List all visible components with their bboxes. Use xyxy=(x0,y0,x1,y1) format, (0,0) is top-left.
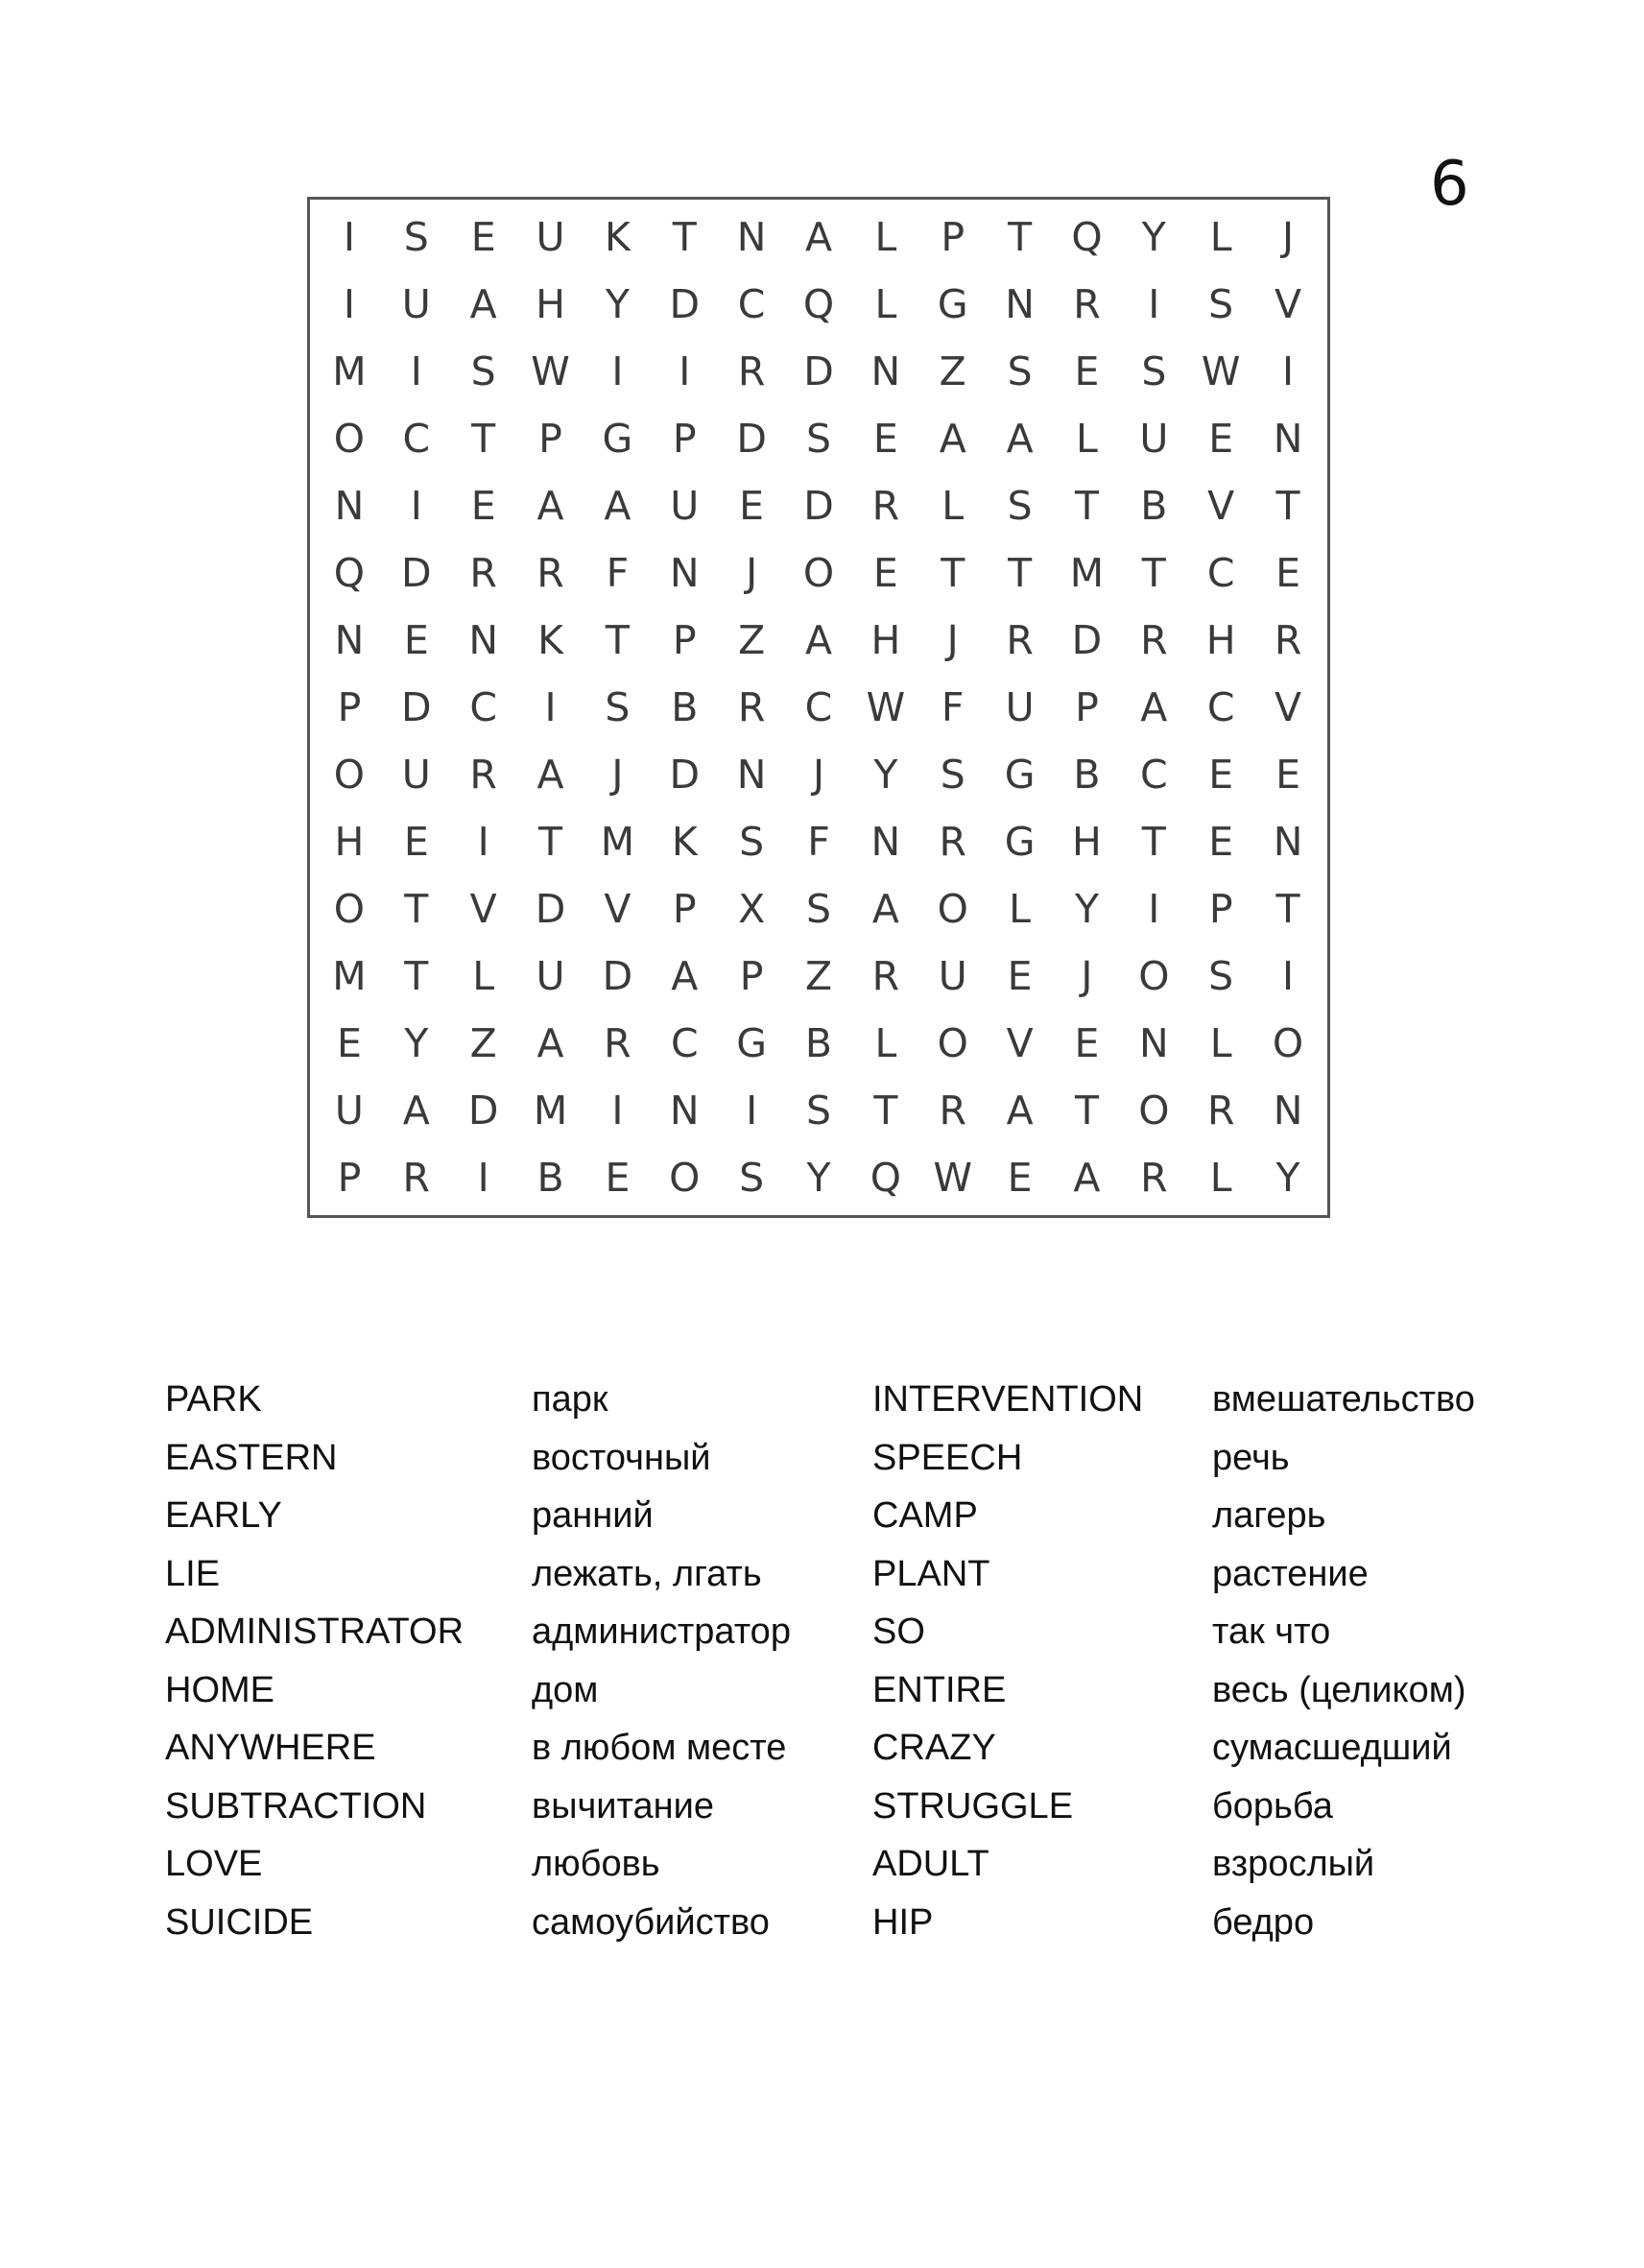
grid-letter: E xyxy=(605,1155,631,1201)
grid-letter: N xyxy=(870,819,901,865)
grid-letter: A xyxy=(469,281,497,327)
grid-letter: P xyxy=(672,617,697,663)
grid-letter: W xyxy=(531,348,570,394)
grid-letter: I xyxy=(1148,281,1160,327)
grid-letter: P xyxy=(337,1155,362,1201)
grid-letter: N xyxy=(736,752,767,798)
word-translation: дом xyxy=(532,1669,599,1710)
grid-letter: C xyxy=(1206,684,1235,730)
grid-letter: R xyxy=(737,684,766,730)
grid-letter: I xyxy=(343,214,355,260)
word-translation: восточный xyxy=(532,1437,711,1478)
grid-letter: U xyxy=(536,953,565,999)
grid-letter: O xyxy=(333,886,366,932)
grid-letter: A xyxy=(1006,1087,1034,1134)
grid-letter: E xyxy=(1275,752,1301,798)
grid-letter: T xyxy=(1275,483,1300,529)
grid-letter: T xyxy=(672,214,697,260)
grid-letter: D xyxy=(803,483,834,529)
grid-letter: P xyxy=(1208,886,1233,932)
grid-letter: E xyxy=(470,483,496,529)
grid-letter: E xyxy=(1074,348,1100,394)
grid-letter: U xyxy=(334,1087,364,1134)
grid-letter: D xyxy=(602,953,633,999)
grid-letter: U xyxy=(1005,684,1035,730)
grid-letter: H xyxy=(536,281,565,327)
grid-letter: U xyxy=(938,953,967,999)
grid-letter: E xyxy=(1208,752,1234,798)
grid-letter: W xyxy=(866,684,906,730)
grid-letter: E xyxy=(1007,1155,1033,1201)
word-translation: администратор xyxy=(532,1611,791,1652)
grid-letter: K xyxy=(671,819,698,865)
word-english: INTERVENTION xyxy=(872,1379,1144,1420)
grid-letter: O xyxy=(1138,1087,1170,1134)
grid-letter: L xyxy=(1009,886,1032,932)
grid-letter: V xyxy=(469,886,497,932)
word-english: ANYWHERE xyxy=(165,1728,376,1768)
grid-letter: J xyxy=(812,752,825,798)
grid-letter: T xyxy=(1141,819,1166,865)
grid-letter: E xyxy=(403,819,429,865)
grid-letter: H xyxy=(1072,819,1102,865)
grid-letter: V xyxy=(604,886,631,932)
grid-letter: R xyxy=(1006,617,1034,663)
grid-letter: I xyxy=(679,348,691,394)
grid-letter: U xyxy=(670,483,700,529)
grid-letter: G xyxy=(937,281,968,327)
grid-letter: X xyxy=(738,886,766,932)
grid-letter: L xyxy=(1209,214,1232,260)
grid-letter: J xyxy=(946,617,959,663)
word-english: HIP xyxy=(872,1901,934,1943)
grid-letter: L xyxy=(472,953,495,999)
grid-letter: T xyxy=(873,1087,898,1134)
word-translation: в любом месте xyxy=(532,1728,787,1768)
grid-letter: S xyxy=(1208,281,1234,327)
grid-letter: S xyxy=(470,348,496,394)
grid-letter: Q xyxy=(870,1155,901,1201)
grid-letter: R xyxy=(536,550,564,596)
word-english: STRUGGLE xyxy=(872,1785,1074,1826)
grid-letter: V xyxy=(1275,281,1302,327)
grid-letter: H xyxy=(334,819,365,865)
grid-letter: C xyxy=(737,281,766,327)
grid-letter: P xyxy=(337,684,362,730)
grid-letter: Z xyxy=(469,1020,497,1066)
grid-letter: I xyxy=(1282,953,1295,999)
grid-letter: D xyxy=(803,348,834,394)
grid-letter: Z xyxy=(804,953,833,999)
grid-letter: B xyxy=(671,684,699,730)
grid-letter: U xyxy=(1139,416,1169,462)
word-translation: парк xyxy=(532,1379,608,1420)
grid-letter: O xyxy=(333,416,366,462)
grid-letter: E xyxy=(1208,416,1234,462)
grid-letter: R xyxy=(604,1020,631,1066)
grid-letter: N xyxy=(1273,819,1303,865)
grid-letter: A xyxy=(1140,684,1168,730)
grid-letter: R xyxy=(939,819,966,865)
grid-letter: A xyxy=(402,1087,430,1134)
grid-letter: N xyxy=(334,617,365,663)
grid-letter: D xyxy=(401,684,432,730)
word-translation: самоубийство xyxy=(532,1901,770,1943)
word-english: ENTIRE xyxy=(872,1669,1007,1710)
grid-letter: A xyxy=(536,483,564,529)
grid-letter: H xyxy=(1205,617,1236,663)
word-search-grid xyxy=(307,197,1330,1218)
grid-letter: I xyxy=(1148,886,1160,932)
grid-letter: G xyxy=(1004,752,1036,798)
grid-letter: S xyxy=(805,1087,831,1134)
grid-letter: Y xyxy=(1275,1155,1300,1201)
grid-letter: I xyxy=(611,348,624,394)
grid-letter: G xyxy=(736,1020,768,1066)
grid-letter: E xyxy=(739,483,765,529)
grid-letter: B xyxy=(1140,483,1168,529)
grid-letter: Y xyxy=(1141,214,1166,260)
word-translation: весь (целиком) xyxy=(1212,1669,1466,1710)
grid-letter: D xyxy=(535,886,566,932)
grid-letter: D xyxy=(669,752,701,798)
grid-letter: N xyxy=(468,617,498,663)
word-list xyxy=(165,1371,1528,1951)
grid-letter: R xyxy=(871,953,900,999)
word-english: PLANT xyxy=(872,1553,990,1594)
grid-letter: R xyxy=(1140,1155,1168,1201)
grid-letter: R xyxy=(469,752,497,798)
grid-letter: S xyxy=(805,416,831,462)
word-translation: ранний xyxy=(532,1495,654,1536)
grid-letter: L xyxy=(874,1020,897,1066)
grid-letter: A xyxy=(671,953,699,999)
grid-letter: C xyxy=(804,684,833,730)
grid-letter: I xyxy=(410,483,422,529)
grid-letter: F xyxy=(606,550,630,596)
grid-letter: H xyxy=(870,617,901,663)
grid-letter: R xyxy=(871,483,900,529)
word-english: EARLY xyxy=(165,1495,282,1536)
grid-letter: Q xyxy=(333,550,366,596)
grid-letter: E xyxy=(872,416,898,462)
word-english: EASTERN xyxy=(165,1437,338,1478)
grid-letter: L xyxy=(1209,1155,1232,1201)
grid-letter: K xyxy=(604,214,631,260)
grid-letter: Y xyxy=(873,752,898,798)
grid-letter: E xyxy=(1208,819,1234,865)
grid-letter: R xyxy=(939,1087,966,1134)
grid-letter: O xyxy=(669,1155,701,1201)
grid-letter: Y xyxy=(1074,886,1099,932)
grid-letter: S xyxy=(940,752,965,798)
grid-letter: A xyxy=(804,214,833,260)
word-translation: лежать, лгать xyxy=(532,1553,762,1594)
word-translation: вмешательство xyxy=(1212,1379,1475,1420)
grid-letter: G xyxy=(1004,819,1036,865)
grid-letter: B xyxy=(536,1155,564,1201)
grid-letter: N xyxy=(870,348,901,394)
word-translation: сумасшедший xyxy=(1212,1728,1452,1768)
word-english: HOME xyxy=(165,1669,274,1710)
grid-letter: P xyxy=(1075,684,1099,730)
grid-letter: P xyxy=(672,886,697,932)
grid-letter: L xyxy=(874,214,897,260)
word-translation: любовь xyxy=(532,1844,660,1884)
word-translation: речь xyxy=(1212,1437,1290,1478)
grid-letter: N xyxy=(1273,1087,1303,1134)
grid-letter: P xyxy=(538,416,562,462)
grid-letter: S xyxy=(1007,348,1033,394)
word-english: SUBTRACTION xyxy=(165,1785,427,1826)
grid-letter: B xyxy=(804,1020,833,1066)
grid-letter: Q xyxy=(1071,214,1103,260)
word-english: SUICIDE xyxy=(165,1901,314,1943)
grid-letter: T xyxy=(941,550,965,596)
grid-letter: I xyxy=(611,1087,624,1134)
word-translation: растение xyxy=(1212,1553,1369,1594)
grid-letter: V xyxy=(1275,684,1302,730)
grid-letter: A xyxy=(536,752,564,798)
grid-letter: Z xyxy=(738,617,766,663)
grid-letter: V xyxy=(1207,483,1235,529)
grid-letter: U xyxy=(536,214,565,260)
grid-letter: T xyxy=(471,416,496,462)
grid-letter: T xyxy=(1074,1087,1099,1134)
grid-letter: J xyxy=(1081,953,1093,999)
grid-letter: P xyxy=(739,953,764,999)
grid-letter: I xyxy=(1282,348,1295,394)
word-english: ADULT xyxy=(872,1844,989,1884)
grid-letter: F xyxy=(941,684,965,730)
grid-letter: T xyxy=(1141,550,1166,596)
grid-letter: T xyxy=(1074,483,1099,529)
grid-letter: U xyxy=(401,752,431,798)
word-english: SO xyxy=(872,1611,925,1652)
grid-letter: S xyxy=(739,819,765,865)
word-translation: борьба xyxy=(1212,1785,1333,1826)
grid-letter: A xyxy=(804,617,833,663)
grid-letter: E xyxy=(872,550,898,596)
grid-letter: J xyxy=(1282,214,1295,260)
grid-letter: A xyxy=(604,483,631,529)
grid-letter: T xyxy=(404,953,429,999)
grid-letter: I xyxy=(343,281,355,327)
grid-letter: N xyxy=(736,214,767,260)
grid-letter: O xyxy=(802,550,835,596)
grid-letter: R xyxy=(469,550,497,596)
grid-letter: Y xyxy=(605,281,630,327)
grid-letter: S xyxy=(605,684,631,730)
grid-letter: T xyxy=(1008,214,1033,260)
grid-letter: S xyxy=(1141,348,1167,394)
word-translation: так что xyxy=(1212,1611,1331,1652)
word-english: CAMP xyxy=(872,1495,978,1536)
grid-letter: Z xyxy=(939,348,966,394)
grid-letter: N xyxy=(1005,281,1035,327)
grid-letter: E xyxy=(1275,550,1301,596)
grid-letter: D xyxy=(467,1087,499,1134)
grid-letter: W xyxy=(1201,348,1241,394)
grid-letter: R xyxy=(1206,1087,1235,1134)
grid-letter: R xyxy=(1073,281,1101,327)
grid-letter: C xyxy=(402,416,431,462)
word-english: LIE xyxy=(165,1553,221,1594)
grid-letter: N xyxy=(334,483,365,529)
grid-letter: S xyxy=(1208,953,1234,999)
grid-letter: F xyxy=(807,819,830,865)
grid-letter: S xyxy=(805,886,831,932)
grid-letter: I xyxy=(477,819,489,865)
word-translation: взрослый xyxy=(1212,1844,1375,1884)
grid-letter: A xyxy=(1006,416,1034,462)
grid-letter: Q xyxy=(802,281,835,327)
grid-letter: C xyxy=(469,684,497,730)
grid-letter: K xyxy=(537,617,563,663)
grid-letter: T xyxy=(404,886,429,932)
grid-letter: I xyxy=(477,1155,489,1201)
grid-letter: E xyxy=(1007,953,1033,999)
grid-letter: O xyxy=(937,886,968,932)
grid-letter: E xyxy=(1074,1020,1100,1066)
grid-letter: C xyxy=(1206,550,1235,596)
grid-letter: O xyxy=(1138,953,1170,999)
grid-letter: R xyxy=(402,1155,431,1201)
grid-letter: Y xyxy=(806,1155,831,1201)
grid-letter: A xyxy=(871,886,899,932)
grid-letter: C xyxy=(1140,752,1168,798)
grid-letter: J xyxy=(746,550,758,596)
grid-letter: R xyxy=(737,348,766,394)
grid-letter: L xyxy=(874,281,897,327)
page-number: 6 xyxy=(1430,149,1469,220)
grid-letter: L xyxy=(1076,416,1098,462)
grid-letter: O xyxy=(937,1020,968,1066)
grid-letter: D xyxy=(669,281,701,327)
grid-letter: O xyxy=(333,752,366,798)
grid-letter: T xyxy=(1275,886,1300,932)
word-english: LOVE xyxy=(165,1844,263,1884)
grid-letter: C xyxy=(670,1020,699,1066)
grid-letter: I xyxy=(746,1087,758,1134)
word-english: CRAZY xyxy=(872,1728,996,1768)
word-translation: лагерь xyxy=(1212,1495,1326,1536)
grid-letter: A xyxy=(939,416,966,462)
grid-letter: L xyxy=(1209,1020,1232,1066)
grid-letter: A xyxy=(536,1020,564,1066)
grid-letter: I xyxy=(544,684,557,730)
grid-letter: Y xyxy=(404,1020,429,1066)
grid-letter: E xyxy=(403,617,429,663)
grid-letter: E xyxy=(336,1020,362,1066)
word-english: ADMINISTRATOR xyxy=(165,1611,465,1652)
word-english: SPEECH xyxy=(872,1437,1023,1478)
grid-letter: T xyxy=(605,617,630,663)
grid-letter: S xyxy=(739,1155,765,1201)
grid-letter: P xyxy=(672,416,697,462)
grid-letter: N xyxy=(669,1087,700,1134)
grid-letter: P xyxy=(941,214,965,260)
grid-letter: R xyxy=(1140,617,1168,663)
grid-letter: M xyxy=(332,348,367,394)
grid-letter: N xyxy=(1138,1020,1169,1066)
grid-letter: V xyxy=(1006,1020,1034,1066)
grid-letter: M xyxy=(533,1087,568,1134)
grid-letter: J xyxy=(611,752,624,798)
grid-letter: N xyxy=(1273,416,1303,462)
grid-letter: A xyxy=(1073,1155,1101,1201)
grid-letter: W xyxy=(933,1155,972,1201)
word-translation: бедро xyxy=(1212,1901,1315,1943)
word-english: PARK xyxy=(165,1379,262,1420)
grid-letter: D xyxy=(1071,617,1103,663)
grid-letter: M xyxy=(332,953,367,999)
grid-letter: D xyxy=(736,416,767,462)
grid-letter: S xyxy=(403,214,429,260)
word-translation: вычитание xyxy=(532,1785,714,1826)
grid-letter: N xyxy=(669,550,700,596)
grid-letter: G xyxy=(602,416,633,462)
grid-letter: I xyxy=(410,348,422,394)
grid-letter: R xyxy=(1274,617,1302,663)
grid-letter: M xyxy=(600,819,635,865)
grid-letter: E xyxy=(470,214,496,260)
grid-letter: T xyxy=(1008,550,1033,596)
grid-letter: O xyxy=(1272,1020,1304,1066)
grid-letter: D xyxy=(401,550,432,596)
grid-letter: U xyxy=(401,281,431,327)
grid-letter: L xyxy=(941,483,965,529)
grid-letter: S xyxy=(1007,483,1033,529)
grid-letter: M xyxy=(1069,550,1105,596)
grid-letter: T xyxy=(538,819,563,865)
grid-letter: B xyxy=(1073,752,1101,798)
